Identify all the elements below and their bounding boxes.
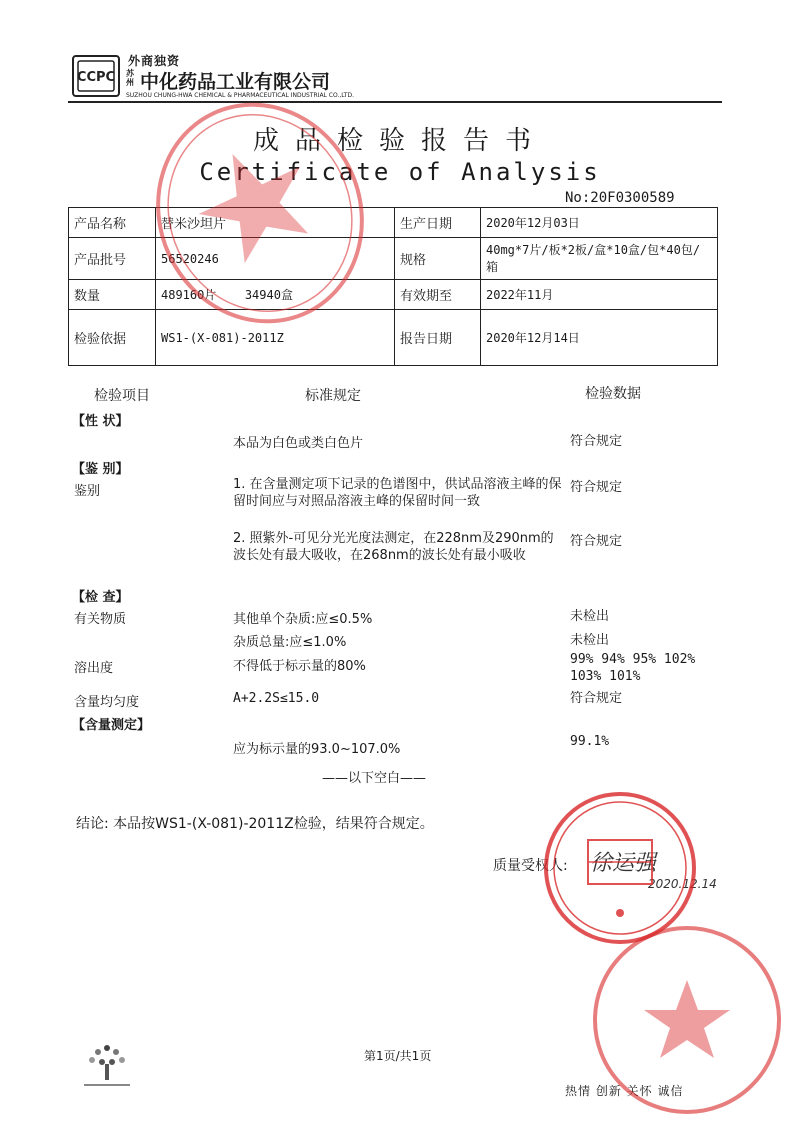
production-date-value: 2020年12月03日 (481, 208, 718, 238)
quantity-label: 数量 (69, 280, 156, 310)
company-name: 中化药品工业有限公司 (140, 71, 331, 93)
dissolution-result-line1: 99% 94% 95% 102% (570, 652, 696, 667)
dissolution-standard: 不得低于标示量的80% (233, 659, 366, 674)
quantity-tablets: 489160片 (161, 288, 217, 302)
page-info: 第1页/共1页 (364, 1049, 432, 1063)
header-standard: 标准规定 (305, 388, 361, 404)
uniformity-item: 含量均匀度 (74, 695, 140, 710)
related1-result: 未检出 (570, 609, 610, 624)
spec-label: 规格 (395, 238, 481, 280)
related1-standard: 其他单个杂质:应≤0.5% (233, 612, 373, 627)
quantity-boxes: 34940盒 (244, 288, 293, 302)
blank-note: ——以下空白—— (322, 771, 427, 786)
basis-value: WS1-(X-081)-2011Z (156, 310, 395, 366)
report-date-value: 2020年12月14日 (481, 310, 718, 366)
character-result: 符合规定 (570, 434, 623, 449)
ident2-result: 符合规定 (570, 534, 623, 549)
character-standard: 本品为白色或类白色片 (233, 436, 364, 451)
product-name-value: 替米沙坦片 (156, 208, 395, 238)
document-title-cn: 成品检验报告书 (252, 126, 547, 156)
report-date-label: 报告日期 (395, 310, 481, 366)
assay-result: 99.1% (570, 734, 610, 749)
header-item: 检验项目 (94, 388, 150, 404)
dissolution-result-line2: 103% 101% (570, 669, 641, 684)
section-character: 【性 状】 (72, 414, 129, 429)
uniformity-result: 符合规定 (570, 691, 623, 706)
section-identification: 【鉴 别】 (72, 462, 129, 477)
dissolution-item: 溶出度 (74, 661, 114, 676)
batch-value: 56520246 (156, 238, 395, 280)
related2-result: 未检出 (570, 633, 610, 648)
stamp-bottom-right (590, 920, 785, 1120)
assay-standard: 应为标示量的93.0~107.0% (233, 742, 401, 757)
signature-date: 2020.12.14 (648, 877, 717, 891)
stamp-top-left (150, 88, 370, 338)
uniformity-standard: A+2.2S≤15.0 (233, 691, 320, 706)
spec-value: 40mg*7片/板*2板/盒*10盒/包*40包/箱 (481, 238, 718, 280)
footer-tree-logo (78, 1038, 136, 1090)
ident-item: 鉴别 (74, 484, 101, 499)
conclusion: 结论: 本品按WS1-(X-081)-2011Z检验，结果符合规定。 (76, 816, 434, 832)
report-number: No:20F0300589 (565, 190, 675, 206)
basis-label: 检验依据 (69, 310, 156, 366)
ident1-result: 符合规定 (570, 480, 623, 495)
company-city: 苏州 (126, 69, 134, 87)
section-assay: 【含量测定】 (72, 718, 151, 733)
ident1-standard: 1. 在含量测定项下记录的色谱图中，供试品溶液主峰的保留时间应与对照品溶液主峰的保留时间一致 (233, 477, 562, 509)
qa-label: 质量受权人: (493, 858, 568, 874)
section-check: 【检 查】 (72, 590, 129, 605)
product-name-label: 产品名称 (69, 208, 156, 238)
batch-label: 产品批号 (69, 238, 156, 280)
document-title-en: Certificate of Analysis (199, 158, 601, 186)
related-item: 有关物质 (74, 612, 127, 627)
ident2-standard: 2. 照紫外-可见分光光度法测定，在228nm及290nm的波长处有最大吸收，在268nm的波长处有最小吸收 (233, 531, 554, 563)
production-date-label: 生产日期 (395, 208, 481, 238)
footer-slogan: 热情 创新 关怀 诚信 (565, 1084, 684, 1098)
company-logo (72, 55, 120, 97)
company-type-label: 外商独资 (128, 54, 181, 68)
related2-standard: 杂质总量:应≤1.0% (233, 635, 347, 650)
expiry-label: 有效期至 (395, 280, 481, 310)
company-english-name: SUZHOU CHUNG-HWA CHEMICAL & PHARMACEUTICAL INDUSTRIAL CO.,LTD. (126, 92, 354, 99)
header-result: 检验数据 (585, 386, 641, 402)
expiry-value: 2022年11月 (481, 280, 718, 310)
signature: 徐运强 (590, 851, 657, 876)
svg-text:CCPC: CCPC (76, 70, 116, 85)
